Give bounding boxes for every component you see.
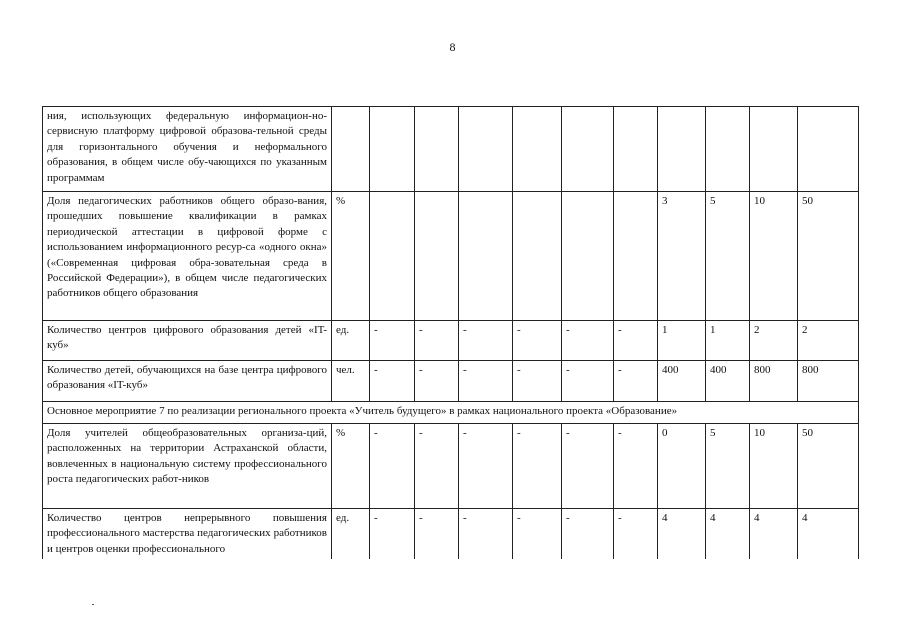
value-cell: 400	[706, 361, 750, 402]
value-cell: -	[415, 321, 459, 361]
unit-cell	[332, 107, 370, 192]
value-cell: 4	[750, 509, 798, 560]
table-row	[43, 192, 859, 321]
value-cell: -	[562, 509, 614, 560]
value-cell	[750, 107, 798, 192]
unit-cell: ед.	[332, 509, 370, 560]
value-cell: 2	[750, 321, 798, 361]
value-cell	[370, 107, 415, 192]
value-cell: 1	[706, 321, 750, 361]
value-cell: -	[513, 321, 562, 361]
value-cell: -	[513, 424, 562, 509]
table-row	[43, 509, 859, 560]
value-cell	[415, 107, 459, 192]
value-cell: -	[513, 509, 562, 560]
indicator-description: ния, использующих федеральную информацион-но-сервисную платформу цифровой образова-тельной среды для горизонтального обучения и неформального образования, в общем числе обу-чающихся по указанным программам	[43, 107, 332, 192]
value-cell: 0	[658, 424, 706, 509]
value-cell	[562, 192, 614, 321]
table-row	[43, 361, 859, 402]
value-cell: 800	[798, 361, 859, 402]
value-cell	[798, 107, 859, 192]
value-cell: -	[370, 361, 415, 402]
value-cell: 4	[706, 509, 750, 560]
section-heading: Основное мероприятие 7 по реализации регионального проекта «Учитель будущего» в рамках национального проекта «Образование»	[43, 402, 859, 424]
value-cell: -	[513, 361, 562, 402]
value-cell: -	[614, 321, 658, 361]
value-cell: -	[614, 509, 658, 560]
table-row	[43, 321, 859, 361]
value-cell: -	[370, 424, 415, 509]
value-cell: 50	[798, 424, 859, 509]
value-cell: 3	[658, 192, 706, 321]
value-cell	[706, 107, 750, 192]
value-cell: -	[459, 321, 513, 361]
section-row	[43, 402, 859, 424]
value-cell: 10	[750, 424, 798, 509]
value-cell: 5	[706, 192, 750, 321]
scan-speck	[92, 604, 94, 605]
unit-cell: ед.	[332, 321, 370, 361]
value-cell: 5	[706, 424, 750, 509]
value-cell: -	[562, 321, 614, 361]
value-cell: 400	[658, 361, 706, 402]
indicator-description: Доля учителей общеобразовательных организа-ций, расположенных на территории Астраханской области, вовлеченных в национальную систему профессионального роста педагогических работ-ников	[43, 424, 332, 509]
unit-cell: чел.	[332, 361, 370, 402]
value-cell	[562, 107, 614, 192]
indicator-description: Количество центров цифрового образования детей «IT-куб»	[43, 321, 332, 361]
value-cell: 1	[658, 321, 706, 361]
value-cell	[614, 107, 658, 192]
value-cell: -	[614, 361, 658, 402]
value-cell	[513, 107, 562, 192]
value-cell: -	[562, 424, 614, 509]
value-cell: -	[370, 321, 415, 361]
indicator-description: Количество центров непрерывного повышения профессионального мастерства педагогических работников и центров оценки профессионального	[43, 509, 332, 560]
value-cell: -	[459, 509, 513, 560]
value-cell: -	[459, 361, 513, 402]
value-cell: -	[562, 361, 614, 402]
page-number: 8	[449, 40, 456, 54]
table-row	[43, 107, 859, 192]
value-cell: 10	[750, 192, 798, 321]
indicator-description: Доля педагогических работников общего образо-вания, прошедших повышение квалификации в рамках периодической аттестации в цифровой форме с использованием информационного ресур-са «одного окна» («Современная цифровая обра-зовательная среда в Российской Федерации»), в общем числе педагогических работников общего образования	[43, 192, 332, 321]
indicators-table	[42, 106, 859, 559]
table-row	[43, 424, 859, 509]
value-cell: 2	[798, 321, 859, 361]
value-cell	[614, 192, 658, 321]
unit-cell: %	[332, 424, 370, 509]
value-cell: -	[459, 424, 513, 509]
value-cell	[658, 107, 706, 192]
value-cell	[459, 107, 513, 192]
value-cell: -	[415, 424, 459, 509]
value-cell: -	[415, 509, 459, 560]
value-cell	[459, 192, 513, 321]
value-cell	[370, 192, 415, 321]
value-cell: -	[415, 361, 459, 402]
value-cell: 50	[798, 192, 859, 321]
unit-cell: %	[332, 192, 370, 321]
value-cell: -	[614, 424, 658, 509]
value-cell: 4	[658, 509, 706, 560]
value-cell: 800	[750, 361, 798, 402]
value-cell	[513, 192, 562, 321]
value-cell: 4	[798, 509, 859, 560]
value-cell	[415, 192, 459, 321]
indicator-description: Количество детей, обучающихся на базе центра цифрового образования «IT-куб»	[43, 361, 332, 402]
value-cell: -	[370, 509, 415, 560]
